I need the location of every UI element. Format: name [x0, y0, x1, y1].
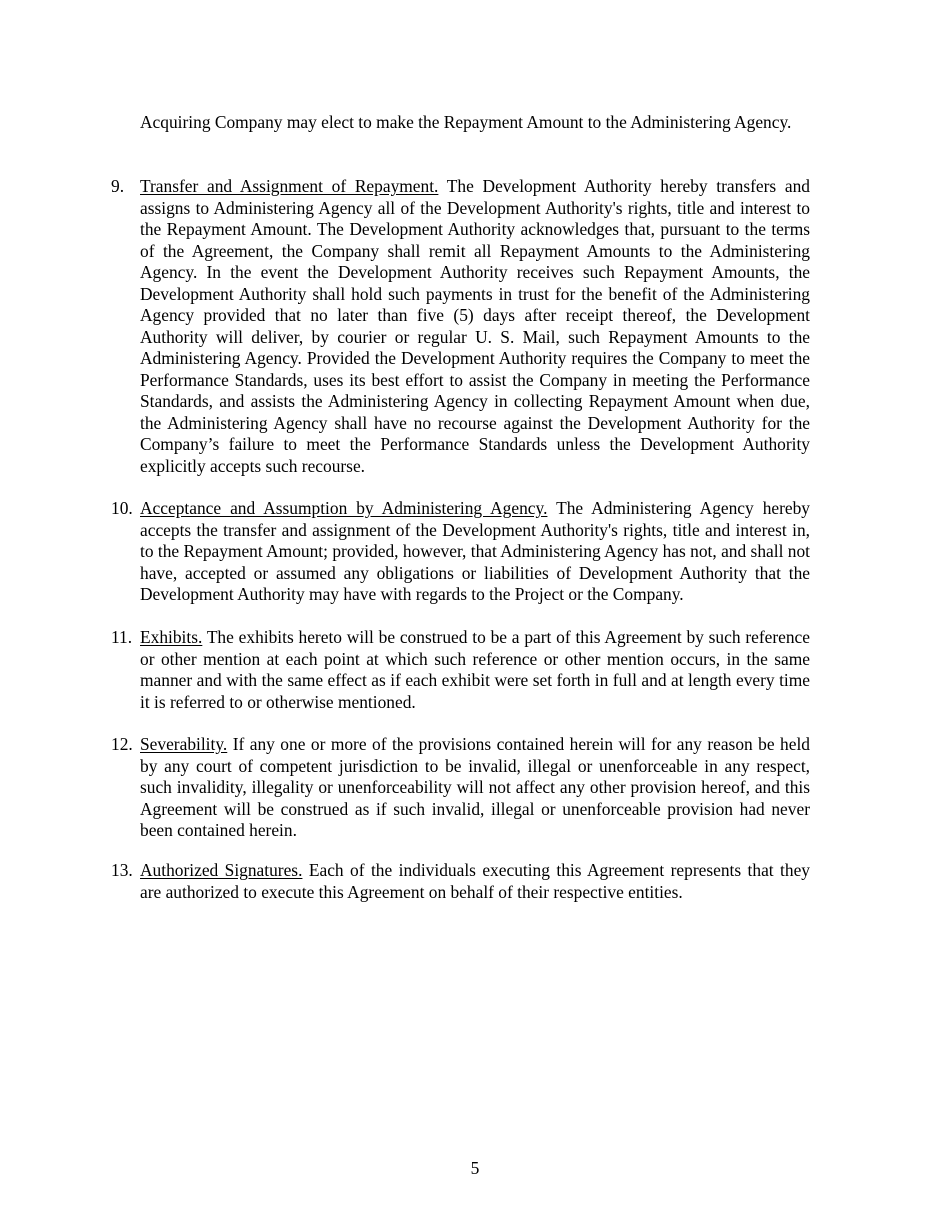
section-10-paragraph	[140, 498, 810, 606]
section-10-heading: Acceptance and Assumption by Administering Agency.	[140, 498, 548, 518]
section-9-paragraph	[140, 176, 810, 477]
section-11-paragraph	[140, 627, 810, 713]
section-9-heading: Transfer and Assignment of Repayment.	[140, 176, 439, 196]
section-11-number: 11.	[111, 627, 133, 647]
section-12-heading: Severability.	[140, 734, 228, 754]
section-12-number: 12.	[111, 734, 133, 754]
section-10-number: 10.	[111, 498, 133, 518]
section-11-body: The exhibits hereto will be construed to be a part of this Agreement by such reference or other mention at each point at which such reference or other mention occurs, in the same manner and with the same effect as if each exhibit were set forth in full and at length every time it is referred to or otherwise mentioned.	[140, 627, 810, 712]
section-12-paragraph	[140, 734, 810, 842]
section-13-body: Each of the individuals executing this Agreement represents that they are authorized to execute this Agreement on behalf of their respective entities.	[140, 860, 810, 902]
section-10-body: The Administering Agency hereby accepts the transfer and assignment of the Development Authority's rights, title and interest in, to the Repayment Amount; provided, however, that Administering Agency has not, and shall not have, accepted or assumed any obligations or liabilities of Development Authority that the Development Authority may have with regards to the Project or the Company.	[140, 498, 811, 604]
section-9-number: 9.	[111, 176, 125, 196]
section-13-paragraph	[140, 860, 810, 903]
section-13-number: 13.	[111, 860, 133, 880]
continuation-paragraph: Acquiring Company may elect to make the Repayment Amount to the Administering Agency.	[140, 112, 792, 132]
section-12-body: If any one or more of the provisions contained herein will for any reason be held by any court of competent jurisdiction to be invalid, illegal or unenforceable in any respect, such invalidity, illegality or unenforceability will not affect any other provision hereof, and this Agreement will be construed as if such invalid, illegal or unenforceable provision had never been contained herein.	[140, 734, 810, 840]
section-13-heading: Authorized Signatures.	[140, 860, 303, 880]
page-number: 5	[470, 1158, 480, 1178]
section-9-body: The Development Authority hereby transfers and assigns to Administering Agency all of the Development Authority's rights, title and interest to the Repayment Amount. The Development Authority acknowledges that, pursuant to the terms of the Agreement, the Company shall remit all Repayment Amounts to the Administering Agency. In the event the Development Authority receives such Repayment Amounts, the Development Authority shall hold such payments in trust for the benefit of the Administering Agency provided that no later than five (5) days after receipt thereof, the Development Authority will deliver, by courier or regular U. S. Mail, such Repayment Amounts to the Administering Agency. Provided the Development Authority requires the Company to meet the Performance Standards, uses its best effort to assist the Company in meeting the Performance Standards, and assists the Administering Agency in collecting Repayment Amount when due, the Administering Agency shall have no recourse against the Development Authority for the Company’s failure to meet the Performance Standards unless the Development Authority explicitly accepts such recourse.	[140, 176, 810, 476]
section-11-heading: Exhibits.	[140, 627, 203, 647]
